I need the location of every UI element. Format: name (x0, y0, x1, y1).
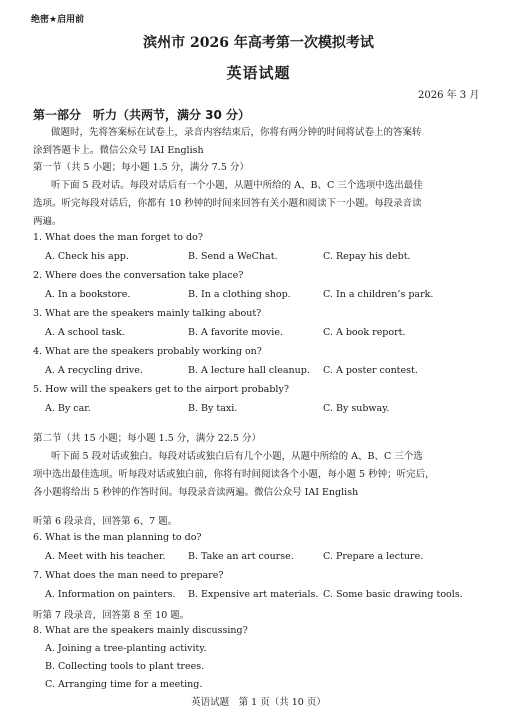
question-stem: 3. What are the speakers mainly talking about? (33, 308, 262, 319)
option-a: A. Check his app. (45, 251, 129, 262)
part1-instruction-line: 涂到答题卡上。微信公众号 IAI English (33, 145, 204, 156)
option-c: C. Repay his debt. (323, 251, 411, 262)
page-footer: 英语试题 第 1 页（共 10 页） (191, 697, 326, 708)
question-stem: 6. What is the man planning to do? (33, 532, 202, 543)
option-a: A. Information on painters. (45, 589, 176, 600)
option-a: A. In a bookstore. (45, 289, 131, 300)
question-stem: 8. What are the speakers mainly discussing? (33, 625, 248, 636)
question-stem: 2. Where does the conversation take place? (33, 270, 244, 281)
option-c: C. A book report. (323, 327, 406, 338)
section1-instruction-line: 两遍。 (33, 216, 62, 227)
audio-instruction: 听第 7 段录音，回答第 8 至 10 题。 (33, 610, 190, 621)
option-b: B. A favorite movie. (188, 327, 283, 338)
section2-instruction-line: 听下面 5 段对话或独白。每段对话或独白后有几个小题，从题中所给的 A、B、C 三个选 (51, 451, 423, 462)
option-b: B. Expensive art materials. (188, 589, 319, 600)
confidential-mark: 绝密★启用前 (31, 15, 85, 25)
section2-instruction-line: 各小题将给出 5 秒钟的作答时间。每段录音读两遍。微信公众号 IAI English (33, 487, 359, 498)
option-b: B. In a clothing shop. (188, 289, 291, 300)
audio-instruction: 听第 6 段录音，回答第 6、7 题。 (33, 516, 178, 527)
option-b: B. Collecting tools to plant trees. (45, 661, 205, 672)
option-c: C. Prepare a lecture. (323, 551, 424, 562)
option-a: A. Meet with his teacher. (45, 551, 166, 562)
option-b: B. Send a WeChat. (188, 251, 278, 262)
option-c: C. A poster contest. (323, 365, 418, 376)
part1-heading: 第一部分 听力（共两节，满分 30 分） (33, 108, 251, 122)
section1-instruction-line: 选项。听完每段对话后，你都有 10 秒钟的时间来回答有关小题和阅读下一小题。每段录音读 (33, 198, 422, 209)
option-c: C. By subway. (323, 403, 390, 414)
exam-title: 滨州市 2026 年高考第一次模拟考试 (143, 35, 374, 51)
exam-date: 2026 年 3 月 (418, 90, 480, 101)
option-c: C. In a children’s park. (323, 289, 434, 300)
section2-instruction-line: 项中选出最佳选项。听每段对话或独白前，你将有时间阅读各个小题，每小题 5 秒钟；听完后， (33, 469, 435, 480)
question-stem: 5. How will the speakers get to the airport probably? (33, 384, 289, 395)
section1-heading: 第一节（共 5 小题；每小题 1.5 分，满分 7.5 分） (33, 162, 249, 173)
question-stem: 7. What does the man need to prepare? (33, 570, 224, 581)
question-stem: 1. What does the man forget to do? (33, 232, 203, 243)
section1-instruction-line: 听下面 5 段对话。每段对话后有一个小题，从题中所给的 A、B、C 三个选项中选出最佳 (51, 180, 423, 191)
option-c: C. Some basic drawing tools. (323, 589, 463, 600)
exam-subtitle: 英语试题 (226, 64, 291, 82)
section2-heading: 第二节（共 15 小题；每小题 1.5 分，满分 22.5 分） (33, 433, 261, 444)
option-b: B. Take an art course. (188, 551, 294, 562)
option-b: B. By taxi. (188, 403, 238, 414)
option-c: C. Arranging time for a meeting. (45, 679, 203, 690)
option-a: A. Joining a tree-planting activity. (45, 643, 207, 654)
option-b: B. A lecture hall cleanup. (188, 365, 310, 376)
part1-instruction-line: 做题时，先将答案标在试卷上，录音内容结束后，你将有两分钟的时间将试卷上的答案转 (51, 127, 422, 138)
option-a: A. A school task. (45, 327, 125, 338)
option-a: A. A recycling drive. (45, 365, 143, 376)
question-stem: 4. What are the speakers probably working on? (33, 346, 262, 357)
option-a: A. By car. (45, 403, 91, 414)
